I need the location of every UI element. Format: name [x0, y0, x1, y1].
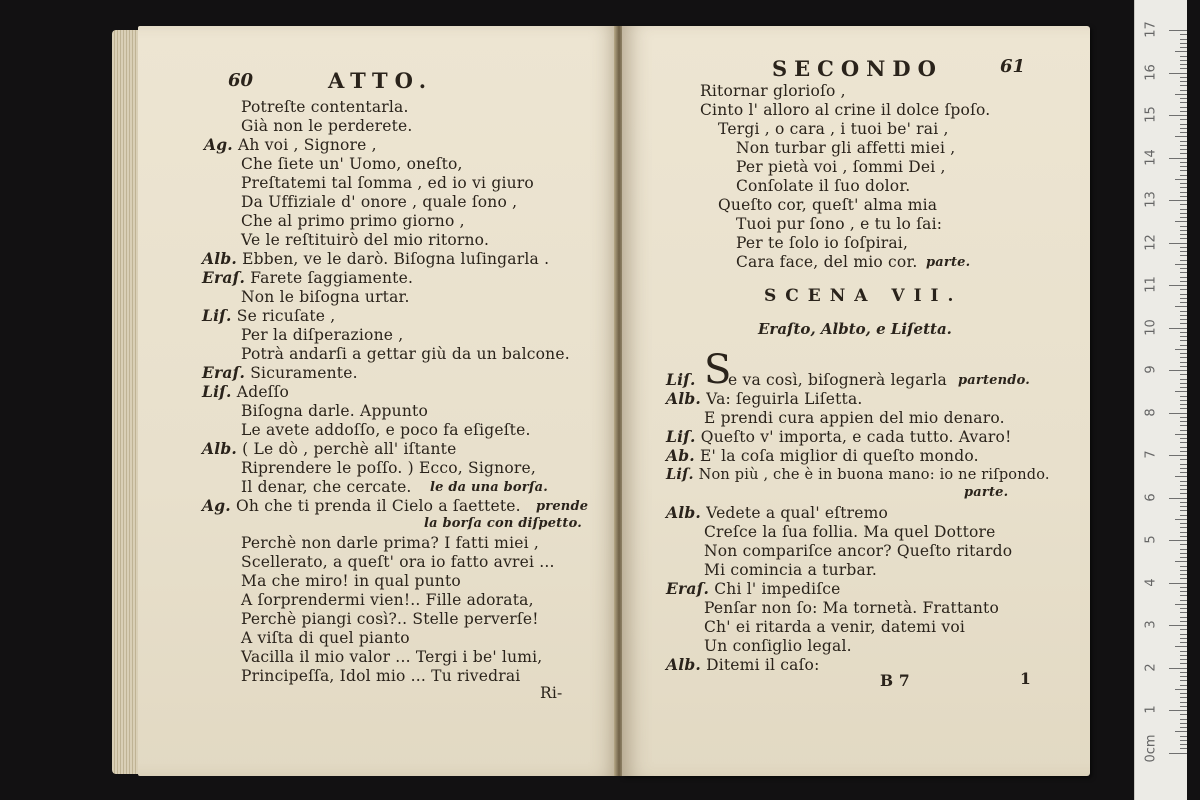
- ruler-tick: [1175, 519, 1187, 520]
- ruler-tick: [1175, 94, 1187, 95]
- ruler-tick: [1180, 315, 1187, 316]
- signature-mark: B 7: [880, 671, 910, 690]
- ruler-tick: [1169, 73, 1187, 74]
- stage-direction: partendo.: [958, 373, 1030, 388]
- verse-line: Già non le perderete.: [241, 117, 413, 135]
- verse-line: Eraſ. Sicuramente.: [202, 363, 358, 382]
- dialogue-line: Mi comincia a turbar.: [704, 561, 877, 579]
- speaker-label: Eraſ.: [666, 579, 710, 598]
- dialogue-line: Penſar non ſo: Ma tornetà. Frattanto: [704, 599, 999, 617]
- ruler-tick: [1169, 668, 1187, 669]
- ruler-tick: [1180, 323, 1187, 324]
- ruler-tick: [1169, 625, 1187, 626]
- stage-direction: parte.: [964, 485, 1009, 500]
- ruler-tick: [1169, 710, 1187, 711]
- ruler-tick: [1180, 740, 1187, 741]
- verse-line: Per te ſolo io ſoſpirai,: [736, 234, 909, 252]
- ruler-tick: [1180, 213, 1187, 214]
- verse-line: Perchè non darle prima? I fatti miei ,: [241, 534, 540, 552]
- ruler-tick: [1180, 608, 1187, 609]
- verse-line: Riprendere le poſſo. ) Ecco, Signore,: [241, 459, 536, 477]
- ruler-tick: [1180, 587, 1187, 588]
- ruler-tick: [1169, 413, 1187, 414]
- stage-direction: prende: [536, 499, 589, 514]
- speaker-label: Liſ.: [202, 382, 232, 401]
- speaker-label: Liſ.: [666, 466, 694, 483]
- ruler-tick: [1180, 268, 1187, 269]
- ruler-tick: [1180, 595, 1187, 596]
- speaker-label: Eraſ.: [202, 363, 246, 382]
- ruler-tick: [1180, 124, 1187, 125]
- ruler-tick: [1180, 748, 1187, 749]
- ruler-tick: [1180, 90, 1187, 91]
- ruler-tick: [1169, 370, 1187, 371]
- ruler-tick: [1180, 685, 1187, 686]
- verse-line: Conſolate il ſuo dolor.: [736, 177, 911, 195]
- ruler-tick: [1180, 196, 1187, 197]
- dialogue-line: Non compariſce ancor? Queſto ritardo: [704, 542, 1013, 560]
- verse-line: Che ſiete un' Uomo, oneſto,: [241, 155, 463, 173]
- ruler-tick: [1180, 34, 1187, 35]
- ruler-number: 11: [1143, 276, 1159, 293]
- dialogue-line: Creſce la ſua follia. Ma quel Dottore: [704, 523, 996, 541]
- ruler-tick: [1180, 655, 1187, 656]
- scene-characters: Eraſto, Albto, e Liſetta.: [758, 320, 952, 338]
- ruler-tick: [1180, 332, 1187, 333]
- ruler-tick: [1180, 353, 1187, 354]
- ruler-tick: [1180, 162, 1187, 163]
- ruler-tick: [1180, 294, 1187, 295]
- ruler-tick: [1180, 408, 1187, 409]
- ruler-tick: [1180, 468, 1187, 469]
- verse-line: Biſogna darle. Appunto: [241, 402, 429, 420]
- ruler-tick: [1180, 400, 1187, 401]
- ruler-number: 3: [1143, 620, 1159, 629]
- ruler-tick: [1180, 600, 1187, 601]
- ruler-tick: [1180, 676, 1187, 677]
- ruler-tick: [1180, 672, 1187, 673]
- ruler-number: 16: [1143, 63, 1159, 81]
- verse-line: Liſ. Adeſſo: [202, 382, 290, 401]
- ruler-tick: [1175, 306, 1187, 307]
- ruler-tick: [1180, 629, 1187, 630]
- left-page: [138, 26, 620, 776]
- ruler-number: 8: [1143, 407, 1159, 417]
- ruler-tick: [1180, 277, 1187, 278]
- dialogue-line: Un conſiglio legal.: [704, 637, 852, 655]
- verse-line: Alb. ( Le dò , perchè all' iſtante: [202, 439, 457, 458]
- dialogue-line: Alb. Ditemi il caſo:: [666, 655, 820, 674]
- speaker-label: Alb.: [666, 655, 701, 674]
- verse-line: Principeſſa, Idol mio ... Tu rivedrai: [241, 667, 521, 685]
- ruler-tick: [1180, 166, 1187, 167]
- ruler-number: 0cm: [1143, 733, 1159, 762]
- verse-line: A viſta di quel pianto: [241, 629, 410, 647]
- speaker-label: Alb.: [202, 439, 237, 458]
- ruler-tick: [1180, 578, 1187, 579]
- ruler-tick: [1180, 77, 1187, 78]
- ruler-tick: [1180, 472, 1187, 473]
- ruler-number: 7: [1143, 450, 1159, 459]
- left-page-number: 60: [228, 70, 254, 91]
- ruler-tick: [1180, 311, 1187, 312]
- speaker-label: Eraſ.: [202, 268, 246, 287]
- ruler-tick: [1180, 591, 1187, 592]
- ruler-tick: [1180, 336, 1187, 337]
- verse-line: Potreſte contentarla.: [241, 98, 409, 116]
- dialogue-line: E prendi cura appien del mio denaro.: [704, 409, 1005, 427]
- ruler-tick: [1169, 540, 1187, 541]
- ruler-tick: [1180, 442, 1187, 443]
- ruler-tick: [1180, 396, 1187, 397]
- ruler-tick: [1180, 47, 1187, 48]
- ruler-number: 1: [1143, 705, 1159, 714]
- verse-line: Ritornar glorioſo ,: [700, 82, 846, 100]
- ruler-tick: [1180, 281, 1187, 282]
- ruler-number: 2: [1143, 662, 1159, 672]
- ruler-tick: [1169, 455, 1187, 456]
- ruler-tick: [1180, 289, 1187, 290]
- speaker-label: Ag.: [204, 135, 233, 154]
- ruler-tick: [1180, 260, 1187, 261]
- ruler-tick: [1180, 417, 1187, 418]
- ruler-tick: [1175, 434, 1187, 435]
- ruler-number: 13: [1143, 191, 1159, 208]
- right-page-number: 61: [1000, 56, 1026, 77]
- ruler-tick: [1180, 345, 1187, 346]
- verse-line: Alb. Ebben, ve le darò. Biſogna luſingarla .: [202, 249, 550, 268]
- ruler-tick: [1180, 43, 1187, 44]
- ruler-tick: [1180, 506, 1187, 507]
- ruler-tick: [1180, 187, 1187, 188]
- ruler-tick: [1180, 485, 1187, 486]
- ruler-tick: [1180, 362, 1187, 363]
- ruler-tick: [1180, 81, 1187, 82]
- speaker-label: Alb.: [666, 389, 701, 408]
- ruler-tick: [1180, 544, 1187, 545]
- ruler-tick: [1180, 744, 1187, 745]
- ruler-tick: [1175, 221, 1187, 222]
- ruler-tick: [1180, 64, 1187, 65]
- speaker-label: Liſ.: [666, 427, 696, 446]
- ruler-tick: [1169, 583, 1187, 584]
- ruler-tick: [1180, 387, 1187, 388]
- ruler-tick: [1180, 447, 1187, 448]
- ruler-tick: [1180, 553, 1187, 554]
- ruler-tick: [1180, 489, 1187, 490]
- verse-line: A ſorprendermi vien!.. Fille adorata,: [241, 591, 534, 609]
- ruler-tick: [1180, 170, 1187, 171]
- verse-line: Non le biſogna urtar.: [241, 288, 410, 306]
- catch-mark: 1: [1020, 669, 1031, 688]
- ruler-tick: [1180, 549, 1187, 550]
- ruler-tick: [1180, 451, 1187, 452]
- ruler-tick: [1180, 319, 1187, 320]
- ruler-number: 5: [1143, 535, 1159, 544]
- ruler-tick: [1180, 719, 1187, 720]
- ruler-tick: [1180, 366, 1187, 367]
- verse-line: Tuoi pur ſono , e tu lo ſai:: [736, 215, 943, 233]
- verse-line: Queſto cor, queſt' alma mia: [718, 196, 938, 214]
- scale-ruler: [1134, 0, 1187, 800]
- ruler-tick: [1180, 302, 1187, 303]
- ruler-tick: [1180, 638, 1187, 639]
- ruler-tick: [1180, 425, 1187, 426]
- ruler-tick: [1180, 128, 1187, 129]
- ruler-tick: [1180, 723, 1187, 724]
- ruler-tick: [1180, 510, 1187, 511]
- ruler-tick: [1180, 714, 1187, 715]
- ruler-tick: [1180, 192, 1187, 193]
- ruler-tick: [1180, 153, 1187, 154]
- ruler-tick: [1180, 374, 1187, 375]
- ruler-tick: [1180, 566, 1187, 567]
- ruler-tick: [1180, 536, 1187, 537]
- stage-direction: la borſa con diſpetto.: [424, 516, 582, 531]
- stage-direction: le da una borſa.: [430, 480, 548, 495]
- ruler-tick: [1180, 621, 1187, 622]
- dialogue-text: e va così, biſognerà legarla: [728, 371, 947, 389]
- ruler-tick: [1180, 149, 1187, 150]
- verse-line: Per pietà voi , ſommi Dei ,: [736, 158, 946, 176]
- ruler-tick: [1180, 255, 1187, 256]
- verse-line: Ag. Ah voi , Signore ,: [204, 135, 377, 154]
- ruler-tick: [1175, 136, 1187, 137]
- right-running-head: SECONDO: [772, 56, 943, 81]
- ruler-tick: [1180, 481, 1187, 482]
- ruler-tick: [1169, 243, 1187, 244]
- ruler-tick: [1180, 340, 1187, 341]
- ruler-tick: [1180, 421, 1187, 422]
- ruler-tick: [1180, 98, 1187, 99]
- speaker-label: Ab.: [666, 446, 695, 465]
- verse-line: Scellerato, a queſt' ora io fatto avrei ...: [241, 553, 555, 571]
- ruler-number: 17: [1143, 21, 1159, 38]
- ruler-tick: [1169, 328, 1187, 329]
- speaker-label: Alb.: [666, 503, 701, 522]
- ruler-tick: [1180, 651, 1187, 652]
- dialogue-line: [666, 371, 696, 389]
- ruler-tick: [1180, 617, 1187, 618]
- verse-line: Perchè piangi così?.. Stelle perverſe!: [241, 610, 539, 628]
- verse-line: Per la diſperazione ,: [241, 326, 404, 344]
- ruler-number: 4: [1143, 577, 1159, 587]
- verse-line: Non turbar gli affetti miei ,: [736, 139, 956, 157]
- ruler-tick: [1180, 430, 1187, 431]
- ruler-tick: [1180, 404, 1187, 405]
- ruler-tick: [1180, 557, 1187, 558]
- ruler-tick: [1180, 379, 1187, 380]
- ruler-number: 12: [1143, 233, 1159, 251]
- ruler-number: 10: [1143, 318, 1159, 336]
- ruler-tick: [1180, 272, 1187, 273]
- verse-line: Preſtatemi tal ſomma , ed io vi giuro: [241, 174, 534, 192]
- ruler-tick: [1180, 464, 1187, 465]
- ruler-tick: [1180, 298, 1187, 299]
- ruler-tick: [1180, 102, 1187, 103]
- ruler-tick: [1180, 532, 1187, 533]
- verse-line: Ma che miro! in qual punto: [241, 572, 461, 590]
- ruler-tick: [1180, 141, 1187, 142]
- verse-line: Le avete addoſſo, e poco fa eſigeſte.: [241, 421, 531, 439]
- ruler-tick: [1180, 634, 1187, 635]
- speaker-label: Ag.: [202, 496, 231, 515]
- ruler-tick: [1180, 527, 1187, 528]
- ruler-tick: [1169, 158, 1187, 159]
- ruler-tick: [1175, 604, 1187, 605]
- verse-line: Cara face, del mio cor.: [736, 253, 918, 271]
- ruler-tick: [1180, 727, 1187, 728]
- verse-line: Tergi , o cara , i tuoi be' rai ,: [718, 120, 949, 138]
- speaker-label: Liſ.: [666, 370, 696, 389]
- left-running-head: ATTO.: [328, 68, 434, 93]
- ruler-tick: [1180, 570, 1187, 571]
- ruler-tick: [1180, 706, 1187, 707]
- stage-direction: parte.: [926, 255, 971, 270]
- ruler-tick: [1180, 60, 1187, 61]
- ruler-tick: [1180, 493, 1187, 494]
- ruler-tick: [1180, 663, 1187, 664]
- speaker-label: Liſ.: [202, 306, 232, 325]
- ruler-tick: [1180, 438, 1187, 439]
- ruler-tick: [1169, 498, 1187, 499]
- ruler-tick: [1180, 209, 1187, 210]
- dialogue-line: Liſ. Non più , che è in buona mano: io ne riſpondo.: [666, 466, 1050, 483]
- ruler-tick: [1180, 234, 1187, 235]
- catchword: Ri-: [540, 684, 563, 702]
- ruler-tick: [1180, 697, 1187, 698]
- ruler-tick: [1169, 285, 1187, 286]
- ruler-tick: [1180, 736, 1187, 737]
- ruler-tick: [1175, 349, 1187, 350]
- dialogue-line: Eraſ. Chi l' impediſce: [666, 579, 841, 598]
- verse-line: Il denar, che cercate.: [241, 478, 412, 496]
- verse-line: Liſ. Se ricuſate ,: [202, 306, 336, 325]
- ruler-number: 14: [1143, 148, 1159, 166]
- ruler-number: 6: [1143, 492, 1159, 502]
- ruler-tick: [1180, 85, 1187, 86]
- ruler-tick: [1169, 200, 1187, 201]
- ruler-tick: [1180, 357, 1187, 358]
- ruler-tick: [1180, 238, 1187, 239]
- ruler-tick: [1175, 391, 1187, 392]
- ruler-tick: [1180, 230, 1187, 231]
- ruler-tick: [1180, 502, 1187, 503]
- ruler-tick: [1180, 659, 1187, 660]
- ruler-tick: [1180, 132, 1187, 133]
- ruler-tick: [1180, 145, 1187, 146]
- ruler-tick: [1180, 111, 1187, 112]
- ruler-tick: [1180, 680, 1187, 681]
- ruler-tick: [1175, 179, 1187, 180]
- verse-line: Da Uffiziale d' onore , quale ſono ,: [241, 193, 518, 211]
- ruler-tick: [1169, 30, 1187, 31]
- ruler-tick: [1175, 51, 1187, 52]
- ruler-number: 15: [1143, 106, 1159, 123]
- ruler-number: 9: [1143, 365, 1159, 374]
- ruler-tick: [1175, 561, 1187, 562]
- ruler-tick: [1180, 612, 1187, 613]
- ruler-tick: [1180, 39, 1187, 40]
- dialogue-line: Liſ. Queſto v' importa, e cada tutto. Avaro!: [666, 427, 1012, 446]
- verse-line: Che al primo primo giorno ,: [241, 212, 465, 230]
- ruler-tick: [1169, 753, 1187, 754]
- dialogue-line: Ab. E' la coſa miglior di queſto mondo.: [666, 446, 979, 465]
- ruler-tick: [1175, 646, 1187, 647]
- verse-line: Potrà andarſi a gettar giù da un balcone.: [241, 345, 570, 363]
- ruler-tick: [1180, 107, 1187, 108]
- speaker-label: Alb.: [202, 249, 237, 268]
- dialogue-line: Alb. Vedete a qual' eſtremo: [666, 503, 889, 522]
- dialogue-line: Ch' ei ritarda a venir, datemi voi: [704, 618, 966, 636]
- ruler-tick: [1180, 68, 1187, 69]
- verse-line: Cinto l' alloro al crine il dolce ſpoſo.: [700, 101, 991, 119]
- ruler-tick: [1175, 689, 1187, 690]
- verse-line: Ve le reſtituirò del mio ritorno.: [241, 231, 490, 249]
- ruler-tick: [1180, 175, 1187, 176]
- verse-line: Ag. Oh che ti prenda il Cielo a ſaettete.: [202, 496, 521, 515]
- ruler-tick: [1180, 459, 1187, 460]
- ruler-tick: [1180, 226, 1187, 227]
- ruler-tick: [1180, 515, 1187, 516]
- ruler-tick: [1169, 115, 1187, 116]
- ruler-tick: [1180, 183, 1187, 184]
- ruler-tick: [1180, 702, 1187, 703]
- scene-title: SCENA VII.: [764, 286, 963, 306]
- verse-line: Vacilla il mio valor ... Tergi i be' lumi,: [241, 648, 543, 666]
- right-page: [622, 26, 1090, 776]
- ruler-tick: [1180, 204, 1187, 205]
- ruler-tick: [1180, 642, 1187, 643]
- verse-line: Eraſ. Farete ſaggiamente.: [202, 268, 414, 287]
- ruler-tick: [1180, 247, 1187, 248]
- drop-cap: S: [704, 347, 732, 393]
- dialogue-line: Alb. Va: ſeguirla Liſetta.: [666, 389, 863, 408]
- ruler-tick: [1180, 56, 1187, 57]
- ruler-tick: [1180, 119, 1187, 120]
- ruler-tick: [1180, 574, 1187, 575]
- ruler-tick: [1180, 693, 1187, 694]
- ruler-tick: [1175, 731, 1187, 732]
- ruler-tick: [1180, 523, 1187, 524]
- ruler-tick: [1180, 251, 1187, 252]
- ruler-tick: [1180, 383, 1187, 384]
- ruler-tick: [1180, 217, 1187, 218]
- ruler-tick: [1175, 264, 1187, 265]
- ruler-tick: [1175, 476, 1187, 477]
